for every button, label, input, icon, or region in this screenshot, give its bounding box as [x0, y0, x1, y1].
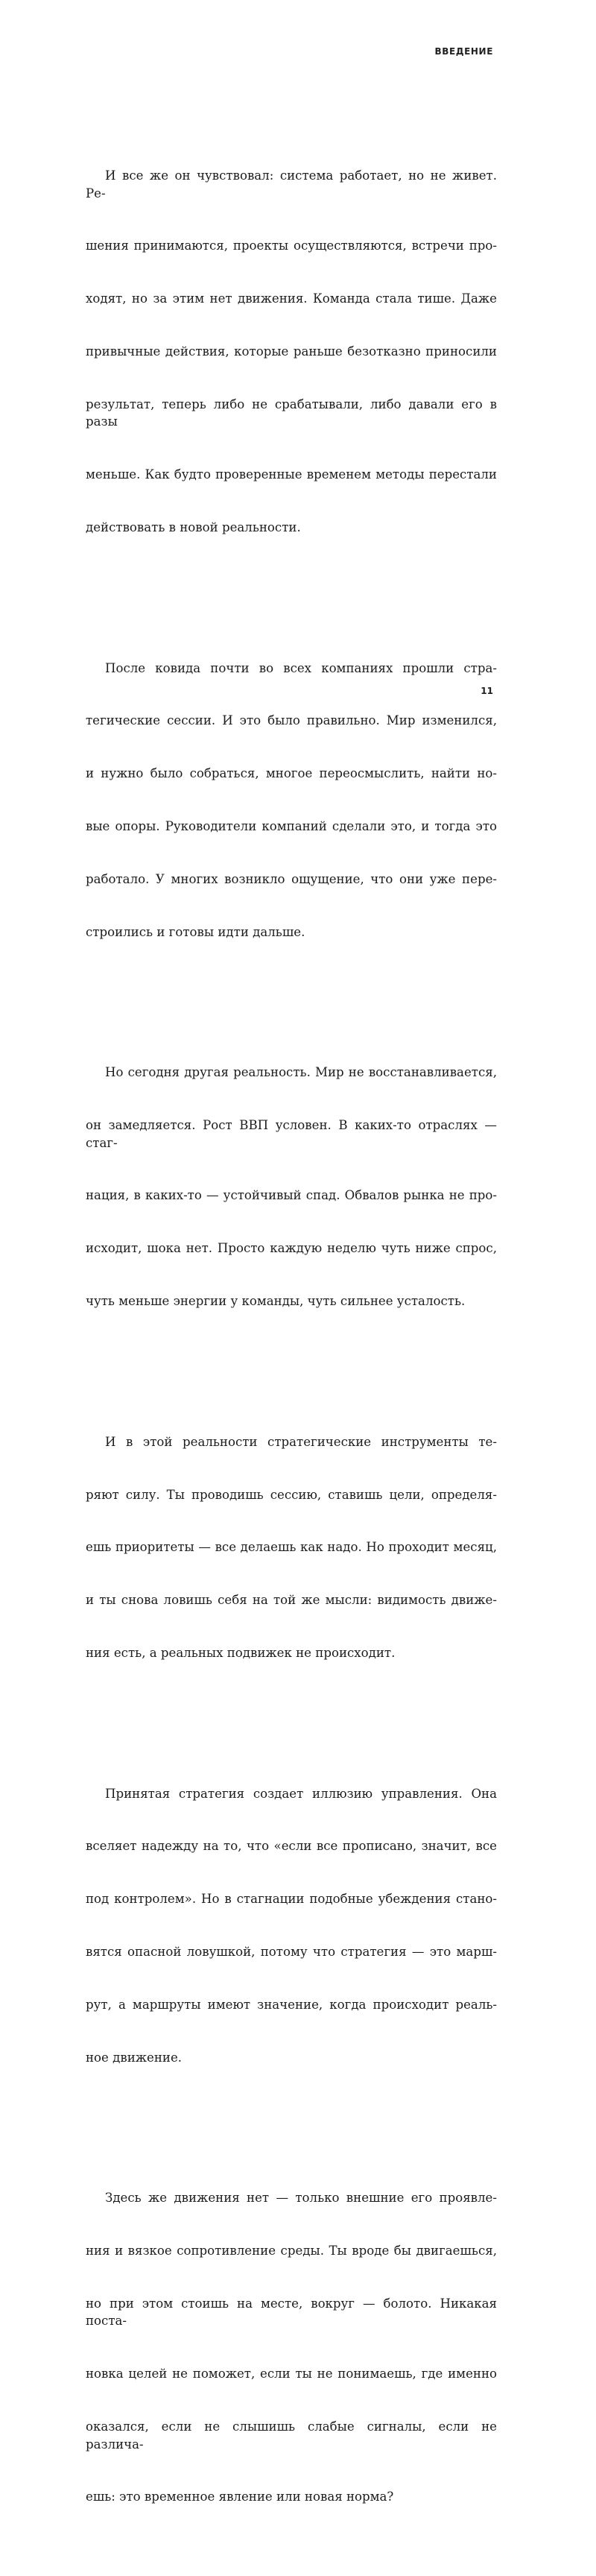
text-line: И в этой реальности стратегические инструменты те-: [105, 1434, 497, 1449]
text-line: но при этом стоишь на месте, вокруг — болото. Никакая поста-: [86, 2296, 497, 2329]
text-line: результат, теперь либо не срабатывали, либо давали его в разы: [86, 397, 497, 429]
text-line: ния есть, а реальных подвижек не происходит.: [86, 1645, 396, 1660]
text-line: меньше. Как будто проверенные временем методы перестали: [86, 467, 497, 482]
text-line: тегические сессии. И это было правильно. Мир изменился,: [86, 713, 497, 728]
text-line: ное движение.: [86, 2050, 183, 2065]
paragraph-3: [86, 1029, 497, 1345]
text-line: После ковида почти во всех компаниях прошли стра-: [105, 660, 497, 675]
paragraph-5: [86, 1749, 497, 2101]
text-line: ходят, но за этим нет движения. Команда стала тише. Даже: [86, 291, 497, 306]
text-line: работало. У многих возникло ощущение, что они уже пере-: [86, 871, 497, 886]
text-line: новка целей не поможет, если ты не понимаешь, где именно: [86, 2367, 497, 2381]
text-line: И все же он чувствовал: система работает, но не живет. Ре-: [86, 168, 497, 201]
text-line: Но сегодня другая реальность. Мир не восстанавливается,: [105, 1065, 497, 1080]
text-line: ешь: это временное явление или новая норма?: [86, 2490, 394, 2504]
text-line: привычные действия, которые раньше безотказно приносили: [86, 344, 497, 359]
text-line: оказался, если не слышишь слабые сигналы, если не различа-: [86, 2419, 497, 2452]
text-line: шения принимаются, проекты осуществляются, встречи про-: [86, 239, 497, 253]
paragraph-4: [86, 1398, 497, 1697]
text-line: вые опоры. Руководители компаний сделали это, и тогда это: [86, 818, 497, 833]
text-line: строились и готовы идти дальше.: [86, 924, 305, 939]
text-line: вятся опасной ловушкой, потому что стратегия — это марш-: [86, 1944, 497, 1959]
paragraph-6: [86, 2154, 497, 2541]
text-line: и нужно было собраться, многое переосмыслить, найти но-: [86, 766, 497, 781]
text-line: нация, в каких-то — устойчивый спад. Обвалов рынка не про-: [86, 1188, 497, 1203]
text-line: ряют силу. Ты проводишь сессию, ставишь цели, определя-: [86, 1487, 497, 1502]
body-text: [86, 79, 497, 2576]
text-line: ешь приоритеты — все делаешь как надо. Но проходит месяц,: [86, 1540, 497, 1555]
text-line: действовать в новой реальности.: [86, 520, 301, 534]
text-line: чуть меньше энергии у команды, чуть сильнее усталость.: [86, 1293, 466, 1308]
text-line: ния и вязкое сопротивление среды. Ты вроде бы двигаешься,: [86, 2244, 497, 2258]
text-line: и ты снова ловишь себя на той же мысли: видимость движе-: [86, 1593, 497, 1608]
page-number: 11: [481, 686, 493, 696]
text-line: под контролем». Но в стагнации подобные убеждения стано-: [86, 1892, 497, 1907]
running-title: ВВЕДЕНИЕ: [434, 46, 493, 57]
text-line: Здесь же движения нет — только внешние его проявле-: [105, 2191, 497, 2206]
text-line: вселяет надежду на то, что «если все прописано, значит, все: [86, 1839, 497, 1854]
text-line: исходит, шока нет. Просто каждую неделю чуть ниже спрос,: [86, 1241, 497, 1256]
text-line: Принятая стратегия создает иллюзию управления. Она: [105, 1786, 497, 1801]
paragraph-1: [86, 132, 497, 572]
text-line: он замедляется. Рост ВВП условен. В каких-то отраслях — стаг-: [86, 1118, 497, 1150]
text-line: рут, а маршруты имеют значение, когда происходит реаль-: [86, 1997, 497, 2012]
paragraph-2: [86, 624, 497, 976]
